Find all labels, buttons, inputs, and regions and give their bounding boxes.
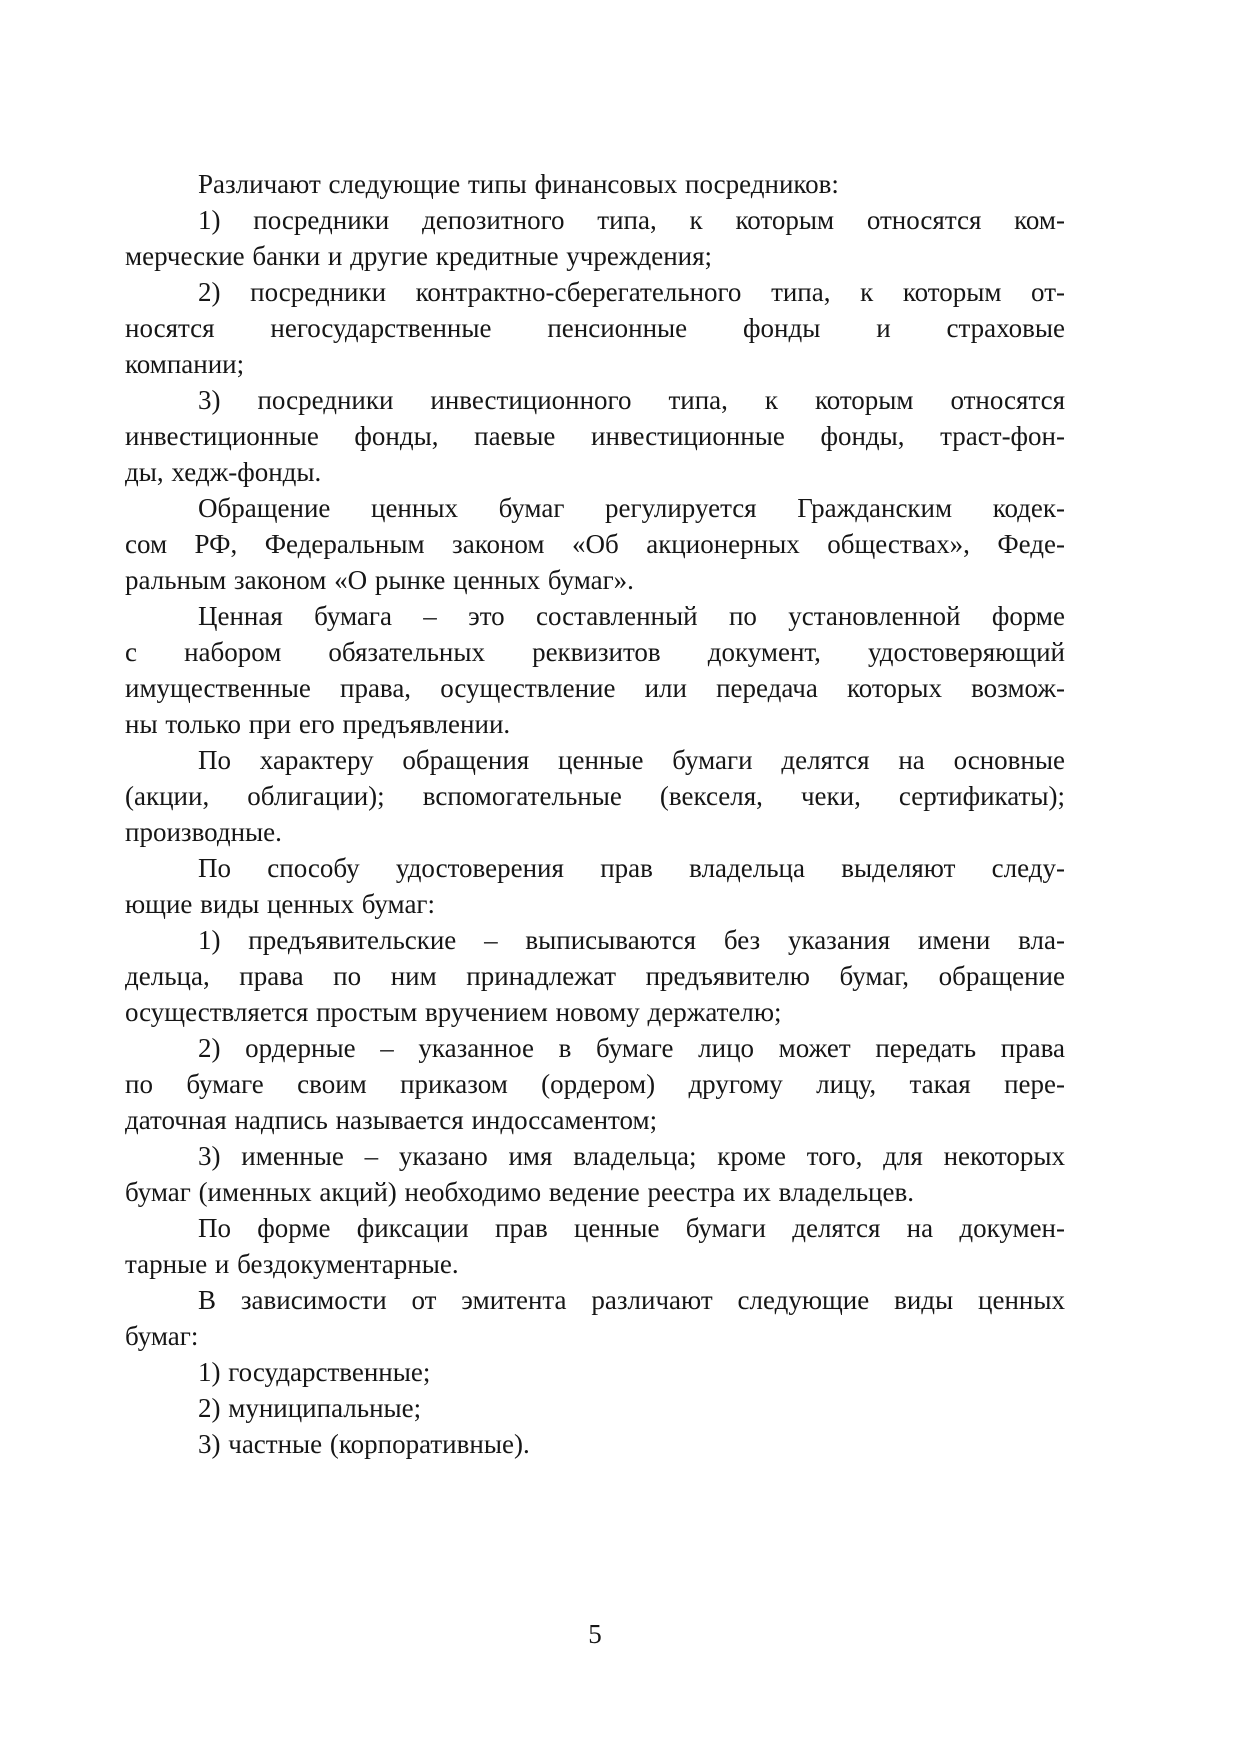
text-line: ды, хедж-фонды.: [125, 457, 322, 487]
text-line: по бумаге своим приказом (ордером) другому лицу, такая пере-: [125, 1069, 1065, 1099]
page-text: [125, 166, 1065, 1462]
text-line: По способу удостоверения прав владельца выделяют следу-: [198, 853, 1065, 883]
text-line: компании;: [125, 349, 245, 379]
text-line: инвестиционные фонды, паевые инвестиционные фонды, траст-фон-: [125, 421, 1065, 451]
text-line: ны только при его предъявлении.: [125, 709, 511, 739]
text-line: 1) посредники депозитного типа, к которым относятся ком-: [198, 205, 1065, 235]
text-line: 3) посредники инвестиционного типа, к которым относятся: [198, 385, 1065, 415]
text-line: Обращение ценных бумаг регулируется Гражданским кодек-: [198, 493, 1065, 523]
text-line: По форме фиксации прав ценные бумаги делятся на докумен-: [198, 1213, 1065, 1243]
text-line: 2) муниципальные;: [198, 1393, 422, 1423]
text-line: мерческие банки и другие кредитные учреждения;: [125, 241, 713, 271]
text-line: В зависимости от эмитента различают следующие виды ценных: [198, 1285, 1065, 1315]
text-line: 3) частные (корпоративные).: [198, 1429, 530, 1459]
text-line: Различают следующие типы финансовых посредников:: [198, 169, 839, 199]
text-line: 1) государственные;: [198, 1357, 431, 1387]
text-line: тарные и бездокументарные.: [125, 1249, 459, 1279]
text-line: 2) ордерные – указанное в бумаге лицо может передать права: [198, 1033, 1065, 1063]
text-line: бумаг (именных акций) необходимо ведение реестра их владельцев.: [125, 1177, 914, 1207]
text-line: По характеру обращения ценные бумаги делятся на основные: [198, 745, 1065, 775]
text-line: ющие виды ценных бумаг:: [125, 889, 436, 919]
text-line: 1) предъявительские – выписываются без указания имени вла-: [198, 925, 1065, 955]
text-line: осуществляется простым вручением новому держателю;: [125, 997, 782, 1027]
text-line: с набором обязательных реквизитов документ, удостоверяющий: [125, 637, 1065, 667]
text-line: дельца, права по ним принадлежат предъявителю бумаг, обращение: [125, 961, 1065, 991]
text-line: (акции, облигации); вспомогательные (векселя, чеки, сертификаты);: [125, 781, 1065, 811]
text-line: ральным законом «О рынке ценных бумаг».: [125, 565, 634, 595]
text-line: 2) посредники контрактно-сберегательного типа, к которым от-: [198, 277, 1065, 307]
text-line: сом РФ, Федеральным законом «Об акционерных обществах», Феде-: [125, 529, 1065, 559]
page-number: 5: [588, 1619, 602, 1649]
text-line: носятся негосударственные пенсионные фонды и страховые: [125, 313, 1065, 343]
text-line: 3) именные – указано имя владельца; кроме того, для некоторых: [198, 1141, 1065, 1171]
text-line: даточная надпись называется индоссаментом;: [125, 1105, 658, 1135]
text-line: производные.: [125, 817, 282, 847]
text-line: бумаг:: [125, 1321, 199, 1351]
text-line: имущественные права, осуществление или передача которых возмож-: [125, 673, 1065, 703]
text-line: Ценная бумага – это составленный по установленной форме: [198, 601, 1065, 631]
